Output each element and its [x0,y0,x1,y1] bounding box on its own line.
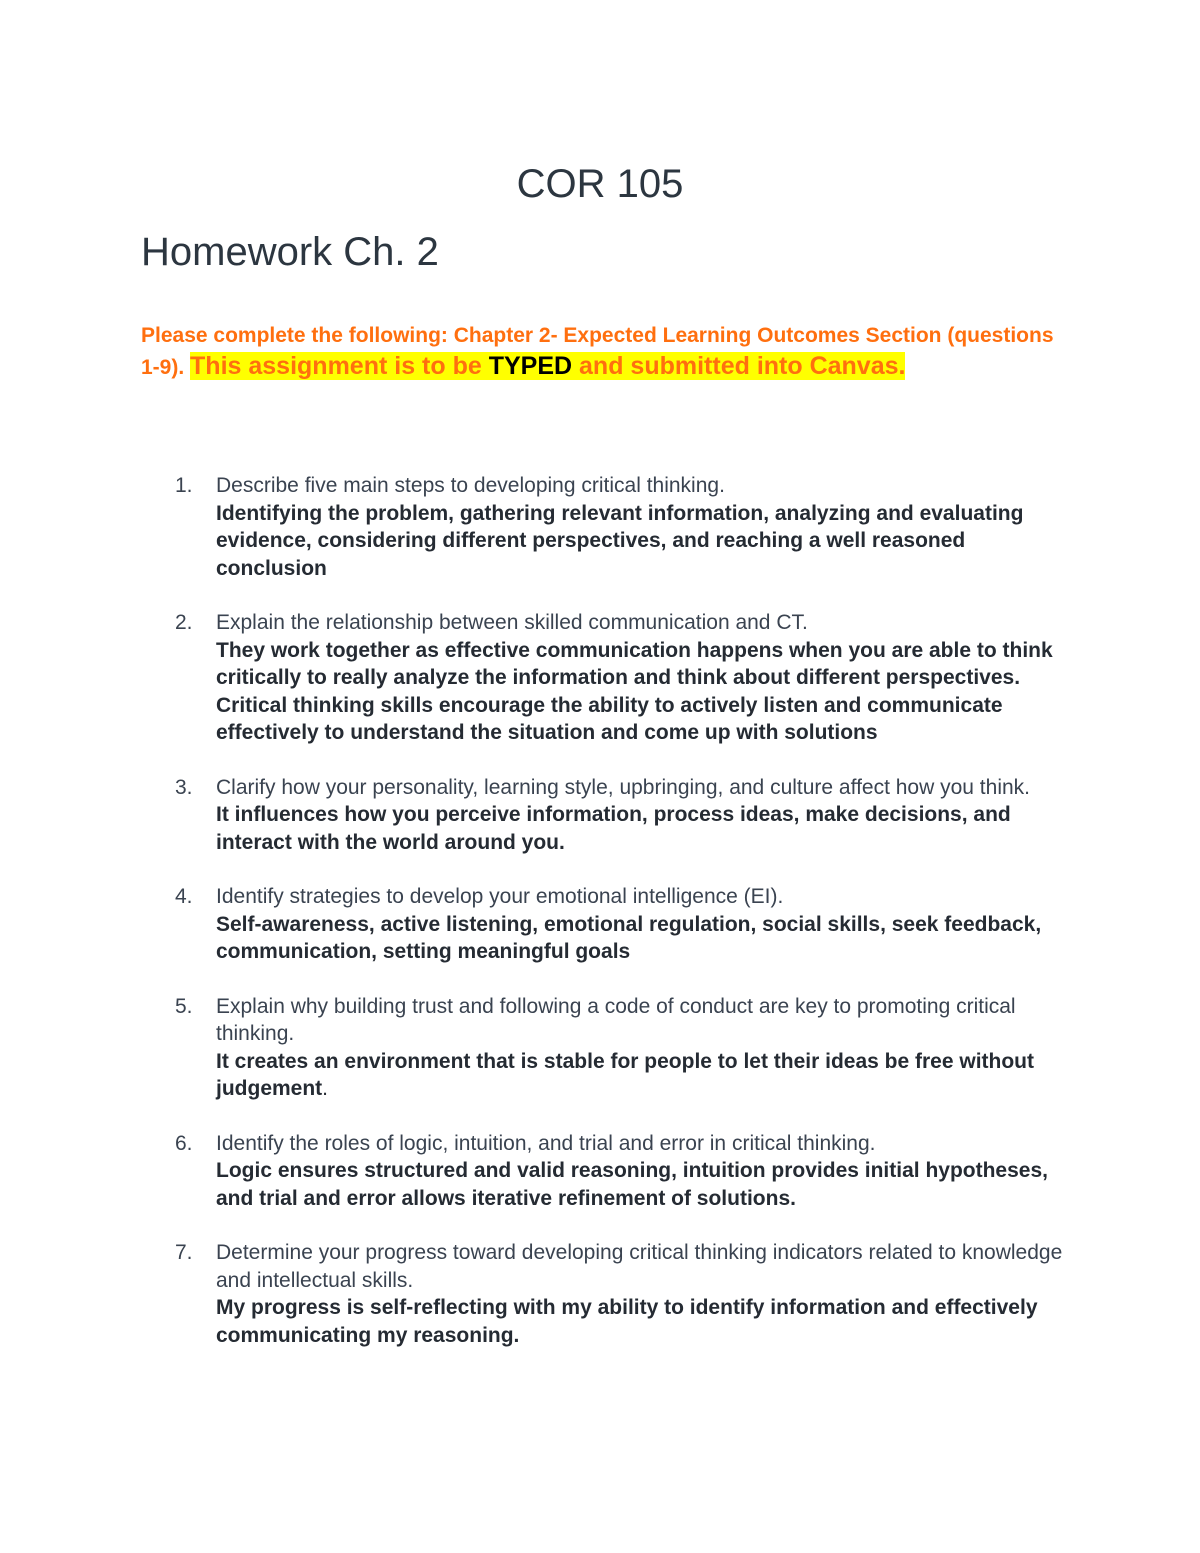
question-text: Explain the relationship between skilled communication and CT. [216,611,808,634]
question-text: Determine your progress toward developing critical thinking indicators related to knowledge and intellectual skills. [216,1241,1063,1292]
question-text: Identify the roles of logic, intuition, and trial and error in critical thinking. [216,1131,876,1155]
question-number: 5. [175,994,193,1018]
question-number: 4. [175,885,193,908]
question-item [0,1239,1076,1349]
answer-body: It influences how you perceive information, process ideas, make decisions, and interact with the world around you. [216,803,1011,854]
question-number: 2. [175,611,193,634]
answer-text [216,1294,1076,1349]
answer-text [216,801,1076,856]
answer-text [216,500,1076,583]
answer-body: Self-awareness, active listening, emotional regulation, social skills, seek feedback, communication, setting meaningful goals [216,912,1042,963]
instructions [141,320,1061,383]
question-number: 6. [175,1131,193,1155]
question-item [0,774,1076,857]
answer-body: It creates an environment that is stable for people to let their ideas be free without judgement [216,1049,1035,1100]
answer-text [216,637,1076,747]
question-text: Describe five main steps to developing critical thinking. [216,474,725,497]
instructions-highlight [190,352,905,380]
question-item [0,993,1076,1103]
homework-title: Homework Ch. 2 [141,230,439,274]
answer-text [216,1157,1076,1212]
highlight-typed: TYPED [488,352,573,380]
highlight-before: This assignment is to be [190,352,482,380]
answer-text [216,911,1076,966]
answer-text [216,1048,1076,1103]
course-title: COR 105 [516,162,684,206]
answer-body: Identifying the problem, gathering relevant information, analyzing and evaluating evidence, considering different perspectives, and reaching a well reasoned conclusion [216,501,1024,580]
highlight-after: and submitted into Canvas. [579,352,906,380]
answer-body: They work together as effective communication happens when you are able to think critically to really analyze the information and think about different perspectives. Critical thinking skills encourage the ability to actively listen and communicate effectively to understand the situation and come up with solutions [216,638,1053,744]
question-number: 3. [175,775,193,799]
answer-tail: . [322,1077,329,1100]
answer-body: My progress is self-reflecting with my ability to identify information and effectively communicating my reasoning. [216,1296,1038,1347]
question-number: 1. [175,474,193,497]
question-text: Clarify how your personality, learning style, upbringing, and culture affect how you think. [216,775,1030,799]
question-item [0,1130,1076,1213]
question-text: Explain why building trust and following a code of conduct are key to promoting critical thinking. [216,994,1016,1045]
question-item [0,609,1076,747]
instructions-lead: Please complete the following: Chapter 2- Expected Learning Outcomes Section (questions 1-9). [141,324,1054,379]
answer-body: Logic ensures structured and valid reasoning, intuition provides initial hypotheses, and trial and error allows iterative refinement of solutions. [216,1159,1048,1210]
question-number: 7. [175,1241,193,1264]
question-text: Identify strategies to develop your emotional intelligence (EI). [216,885,784,908]
question-item [0,472,1076,582]
question-item [0,883,1076,966]
question-list [0,472,1200,1376]
